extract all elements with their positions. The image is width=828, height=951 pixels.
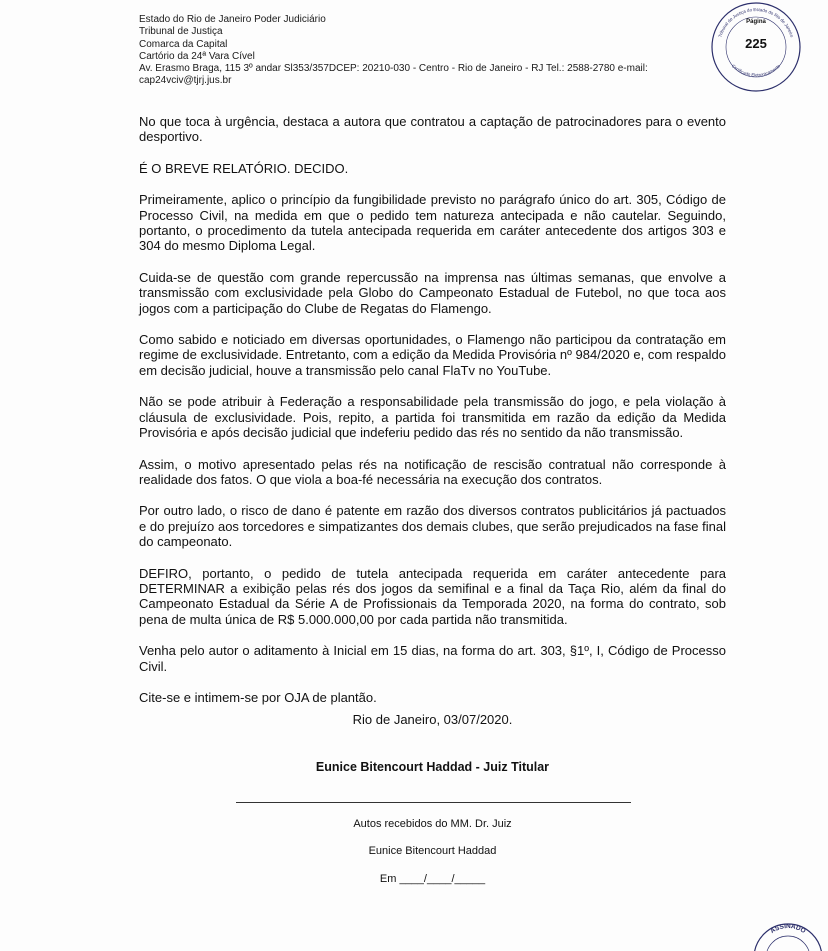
svg-text:ASSINADO: ASSINADO bbox=[769, 922, 807, 936]
received-line: Autos recebidos do MM. Dr. Juiz bbox=[353, 818, 512, 830]
date-line: Rio de Janeiro, 03/07/2020. bbox=[352, 712, 513, 727]
paragraph-repercussion: Cuida-se de questão com grande repercussão na imprensa nas últimas semanas, que envolve a transmissão com exclusividade pela Globo do Campeonato Estadual de Futebol, no que toca aos jogos com a participação do Clube de Regatas do Flamengo. bbox=[139, 269, 726, 316]
header-line-address: Av. Erasmo Braga, 115 3º andar Sl353/357DCEP: 20210-030 - Centro - Rio de Janeiro - RJ Tel.: 2588-2780 e-mail: bbox=[139, 63, 648, 75]
paragraph-citation: Cite-se e intimem-se por OJA de plantão. bbox=[139, 689, 377, 705]
paragraph-federation: Não se pode atribuir à Federação a responsabilidade pela transmissão do jogo, e pela violação à cláusula de exclusividade. Pois, repito, a partida foi transmitida em razão da edição da Medida Provisória e após decisão judicial que indeferiu pedido das rés no sentido da não transmissão. bbox=[139, 394, 726, 441]
court-header bbox=[139, 14, 699, 88]
seal-page-number: 225 bbox=[745, 36, 767, 51]
header-line-comarca: Comarca da Capital bbox=[139, 38, 228, 50]
header-line-cartorio: Cartório da 24ª Vara Cível bbox=[139, 50, 255, 62]
paragraph-ruling: DEFIRO, portanto, o pedido de tutela antecipada requerida em caráter antecedente para DETERMINAR a exibição pelas rés dos jogos da semifinal e a final da Taça Rio, além da final do Campeonato Estadual da Série A de Profissionais da Temporada 2020, na forma do contrato, sob pena de multa única de R$ 5.000.000,00 por cada partida não transmitida. bbox=[139, 565, 726, 627]
received-judge-name: Eunice Bitencourt Haddad bbox=[368, 845, 497, 857]
header-line-tribunal: Tribunal de Justiça bbox=[139, 26, 223, 38]
paragraph-flamengo: Como sabido e noticiado em diversas oportunidades, o Flamengo não participou da contratação em regime de exclusividade. Entretanto, com a edição da Medida Provisória nº 984/2020 e, com respaldo em decisão judicial, houve a transmissão pelo canal FlaTv no YouTube. bbox=[139, 332, 726, 378]
received-date-field: Em ____/____/_____ bbox=[379, 873, 486, 885]
header-line-state: Estado do Rio de Janeiro Poder Judiciário bbox=[139, 14, 326, 25]
stamp-icon bbox=[748, 922, 828, 951]
seal-page-label: Página bbox=[746, 19, 766, 25]
paragraph-motive: Assim, o motivo apresentado pelas rés na notificação de rescisão contratual não corresponde à realidade dos fatos. O que viola a boa-fé necessária na execução dos contratos. bbox=[139, 456, 726, 487]
svg-text:Certificado Eletronicamente: Certificado Eletronicamente bbox=[730, 63, 782, 78]
paragraph-report: É O BREVE RELATÓRIO. DECIDO. bbox=[139, 160, 349, 176]
paragraph-risk: Por outro lado, o risco de dano é patente em razão dos diversos contratos publicitários já pactuados e do prejuízo aos torcedores e simpatizantes dos demais clubes, que serão prejudicados na fase final do campeonato. bbox=[139, 503, 726, 550]
header-line-email: cap24vciv@tjrj.jus.br bbox=[139, 75, 232, 87]
paragraph-amendment: Venha pelo autor o aditamento à Inicial em 15 dias, na forma do art. 303, §1º, I, Código de Processo Civil. bbox=[139, 643, 726, 674]
electronic-certification-seal bbox=[708, 2, 804, 92]
paragraph-urgency: No que toca à urgência, destaca a autora que contratou a captação de patrocinadores para o evento desportivo. bbox=[139, 114, 726, 145]
signature-rule bbox=[236, 802, 631, 803]
svg-text:Tribunal de Justiça do Estado: Tribunal de Justiça do Estado do Rio de Janeiro bbox=[717, 6, 795, 38]
decision-body bbox=[139, 114, 726, 721]
judge-signature: Eunice Bitencourt Haddad - Juiz Titular bbox=[315, 760, 550, 774]
signed-stamp bbox=[748, 922, 828, 951]
paragraph-fungibility: Primeiramente, aplico o princípio da fungibilidade previsto no parágrafo único do art. 305, Código de Processo Civil, na medida em que o pedido tem natureza antecipada e não cautelar. Seguindo, portanto, o procedimento da tutela antecipada requerida em caráter antecedente dos artigos 303 e 304 do mesmo Diploma Legal. bbox=[139, 192, 726, 254]
